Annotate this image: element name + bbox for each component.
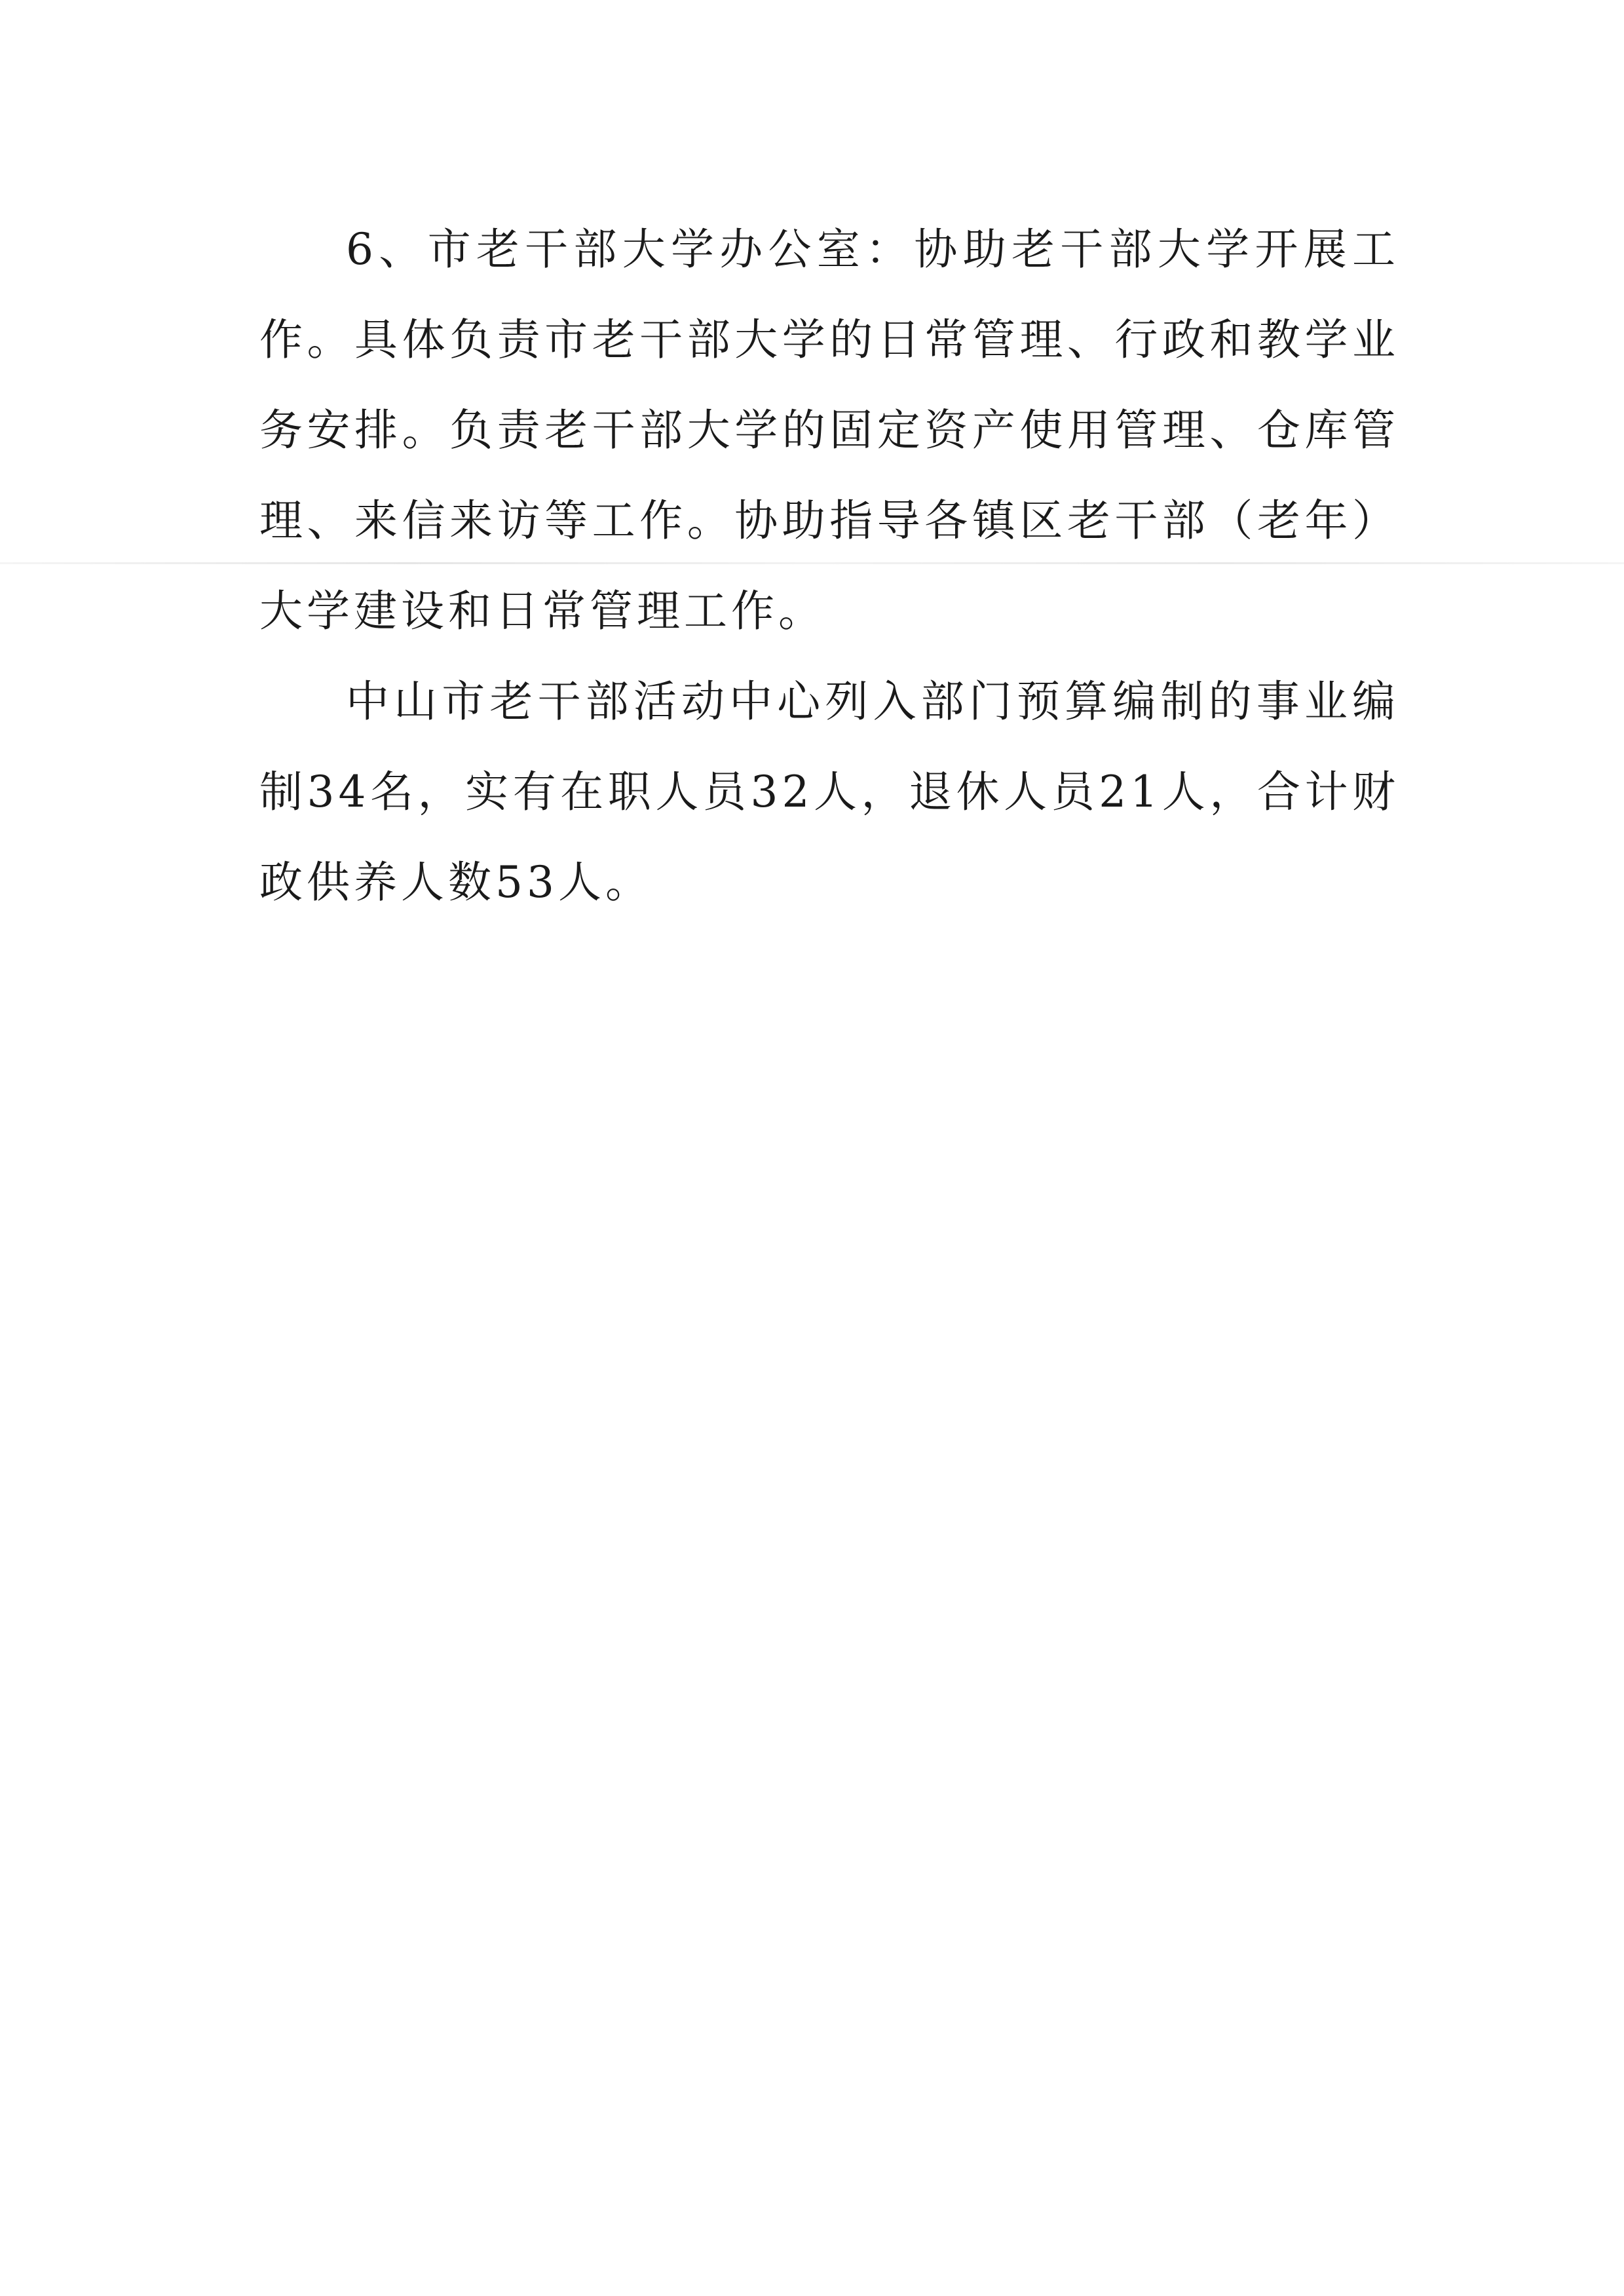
paragraph-staffing: 中山市老干部活动中心列入部门预算编制的事业编制34名，实有在职人员32人，退休人员21人，合计财政供养人数53人。: [259, 676, 1399, 908]
paragraph-university-office: 6、市老干部大学办公室：协助老干部大学开展工作。具体负责市老干部大学的日常管理、行政和教学业务安排。负责老干部大学的固定资产使用管理、仓库管理、来信来访等工作。协助指导各镇区老干部（老年）大学建设和日常管理工作。: [259, 224, 1399, 636]
document-body: [259, 204, 1399, 928]
